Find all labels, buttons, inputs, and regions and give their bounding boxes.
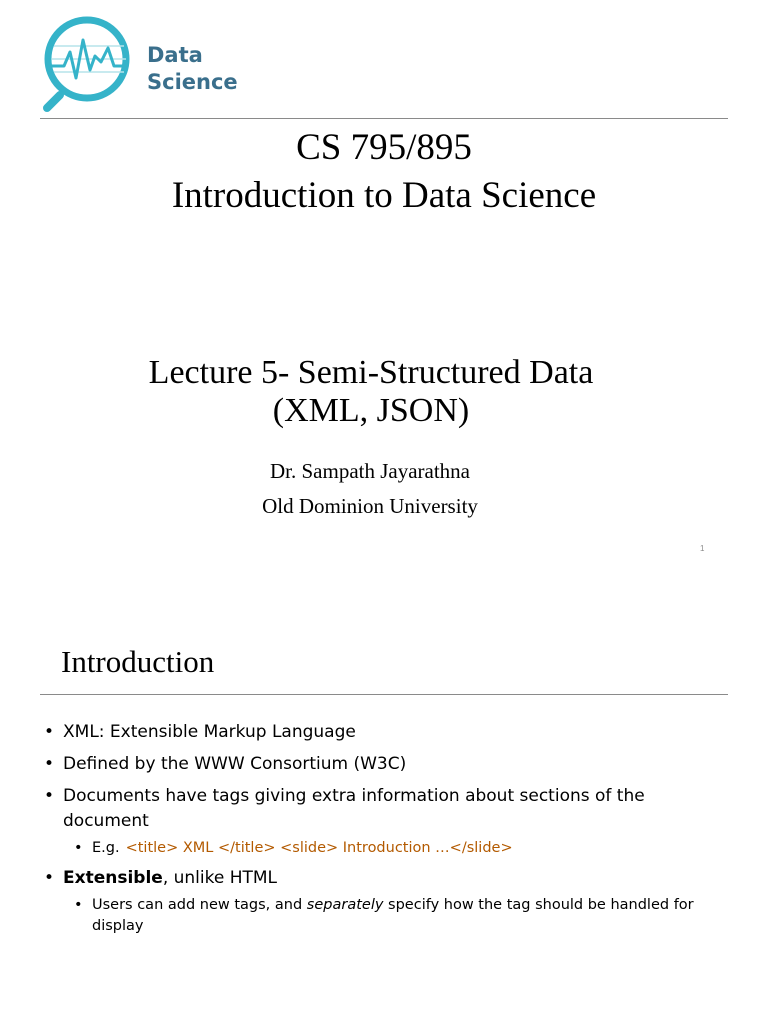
sub-bullet-item [44,895,724,937]
course-code: CS 795/895 [296,127,472,168]
sub-bullet-italic: separately [306,897,384,913]
bullet-bold-term: Extensible [63,868,163,888]
author-institution: Old Dominion University [262,494,478,518]
lecture-title-block [0,354,742,430]
author-block [0,454,740,524]
author-name: Dr. Sampath Jayarathna [269,459,471,483]
course-title: Introduction to Data Science [171,175,597,216]
slide-heading: Introduction [61,644,215,679]
bullet-text: , unlike HTML [162,868,278,888]
data-science-logo [38,16,248,112]
lecture-title-line2: (XML, JSON) [272,392,470,429]
introduction-slide [0,600,768,1024]
lecture-title-line1: Lecture 5- Semi-Structured Data [148,354,594,391]
course-title-block [0,124,768,220]
example-prefix: E.g. [92,840,120,856]
xml-tag-example: <title> XML </title> <slide> Introduction …</slide> [125,840,513,856]
sub-bullet-item [44,838,724,859]
logo-wordmark [147,42,238,96]
header-divider [40,118,728,119]
bullet-item [44,866,724,891]
bullet-item: • XML: Extensible Markup Language [44,720,724,745]
sub-bullet-text: Users can add new tags, and [92,897,307,913]
heading-divider [40,694,728,695]
sub-bullet-text: specify how the tag should be handled for display [92,897,694,934]
bullet-item: • Documents have tags giving extra information about sections of the document [44,784,724,834]
logo-line-data: Data [147,43,203,67]
bullet-item: • Defined by the WWW Consortium (W3C) [44,752,724,777]
bullet-list [44,720,724,944]
magnifier-heartbeat-icon [38,16,138,112]
logo-line-science: Science [147,70,238,94]
slide-number: 1 [700,544,705,553]
